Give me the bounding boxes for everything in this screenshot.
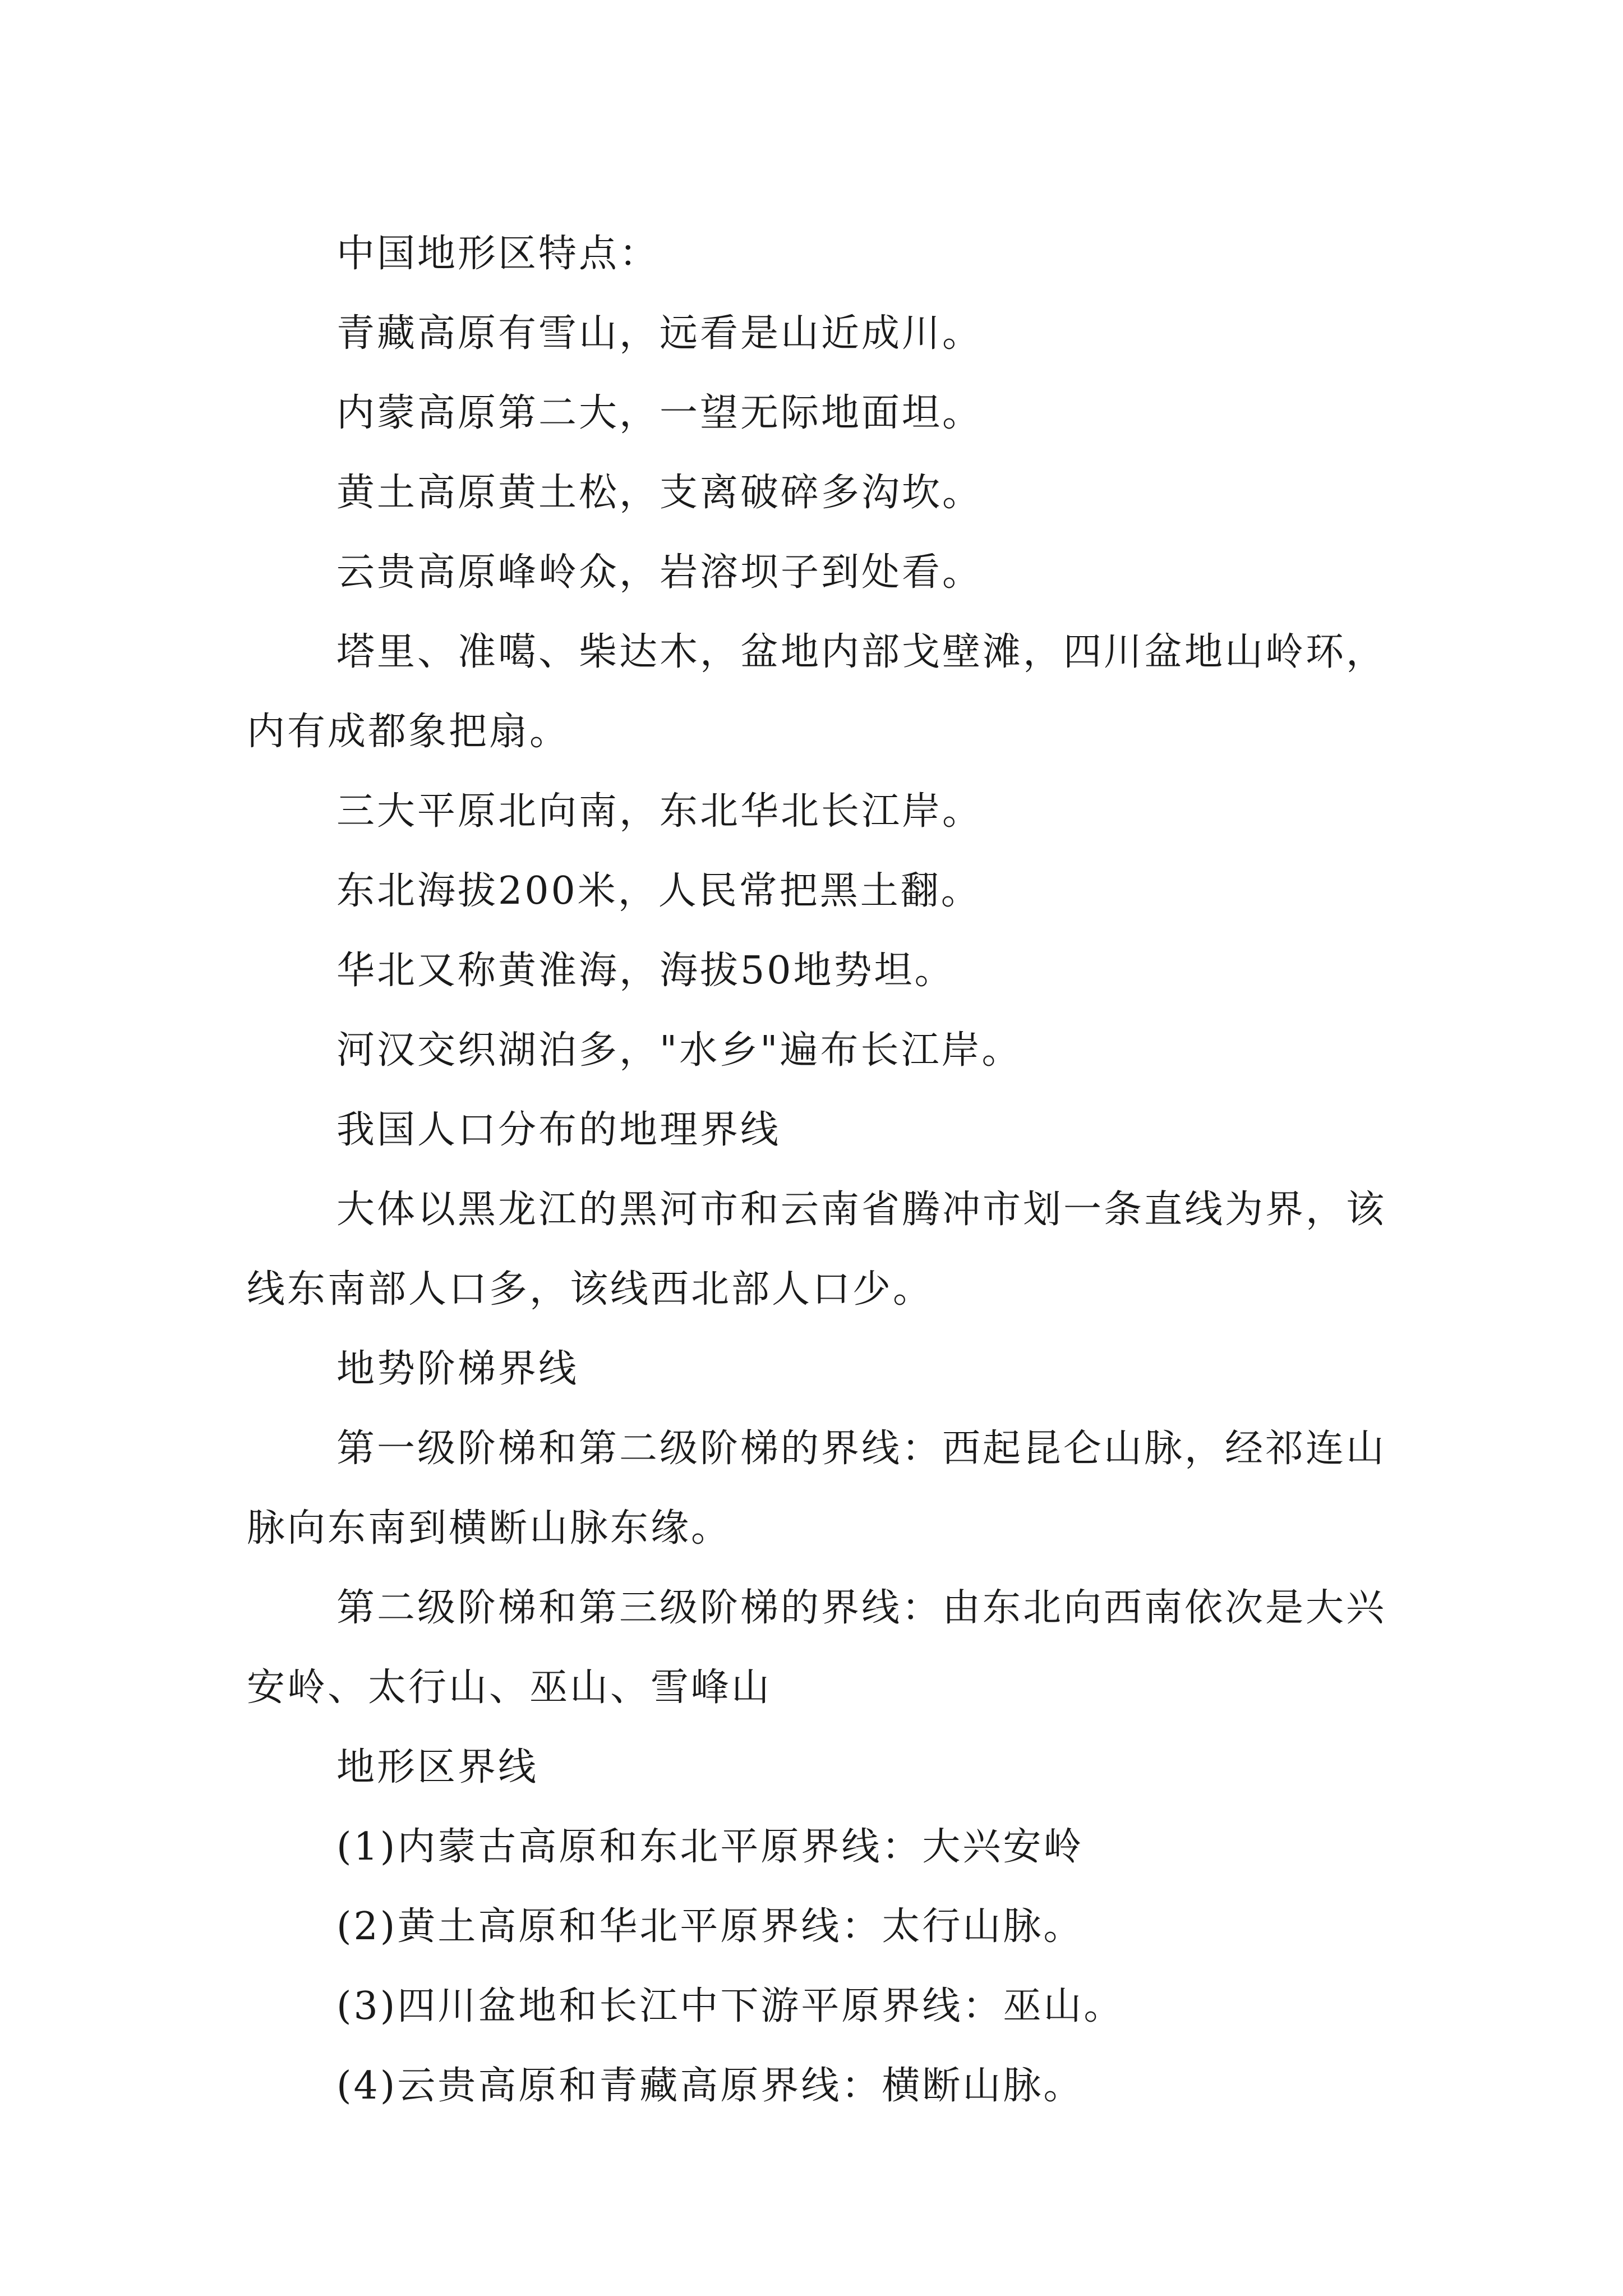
paragraph-step-one-two: 第一级阶梯和第二级阶梯的界线：西起昆仑山脉，经祁连山脉向东南到横断山脉东缘。 bbox=[247, 1427, 1387, 1550]
heading-terrain-features: 中国地形区特点： bbox=[336, 232, 660, 276]
document-body bbox=[247, 214, 1391, 2126]
list-item-1: (1)内蒙古高原和东北平原界线：大兴安岭 bbox=[336, 1825, 1084, 1869]
verse-northeast-plain: 东北海拔200米，人民常把黑土翻。 bbox=[336, 869, 981, 913]
list-item-3: (3)四川盆地和长江中下游平原界线：巫山。 bbox=[336, 1984, 1124, 2028]
heading-region-boundaries: 地形区界线 bbox=[336, 1745, 539, 1789]
list-item-4: (4)云贵高原和青藏高原界线：横断山脉。 bbox=[336, 2064, 1084, 2108]
heading-population-line: 我国人口分布的地理界线 bbox=[336, 1108, 781, 1152]
verse-loess: 黄土高原黄土松，支离破碎多沟坎。 bbox=[336, 471, 983, 515]
list-item-2: (2)黄土高原和华北平原界线：太行山脉。 bbox=[336, 1904, 1084, 1949]
verse-plains: 三大平原北向南，东北华北长江岸。 bbox=[336, 789, 983, 834]
verse-yungui: 云贵高原峰岭众，岩溶坝子到处看。 bbox=[336, 550, 983, 595]
verse-inner-mongolia: 内蒙高原第二大，一望无际地面坦。 bbox=[336, 391, 983, 435]
verse-basins: 塔里、准噶、柴达木，盆地内部戈壁滩，四川盆地山岭环，内有成都象把扇。 bbox=[247, 630, 1387, 754]
verse-yangtze-plain: 河汉交织湖泊多，"水乡"遍布长江岸。 bbox=[336, 1028, 1022, 1073]
heading-terrain-steps: 地势阶梯界线 bbox=[336, 1347, 579, 1391]
paragraph-population-line: 大体以黑龙江的黑河市和云南省腾冲市划一条直线为界，该线东南部人口多，该线西北部人口少。 bbox=[247, 1188, 1387, 1312]
paragraph-step-two-three: 第二级阶梯和第三级阶梯的界线：由东北向西南依次是大兴安岭、太行山、巫山、雪峰山 bbox=[247, 1586, 1387, 1710]
verse-qinghai-tibet: 青藏高原有雪山，远看是山近成川。 bbox=[336, 311, 983, 356]
verse-north-china-plain: 华北又称黄淮海，海拔50地势坦。 bbox=[336, 949, 955, 993]
